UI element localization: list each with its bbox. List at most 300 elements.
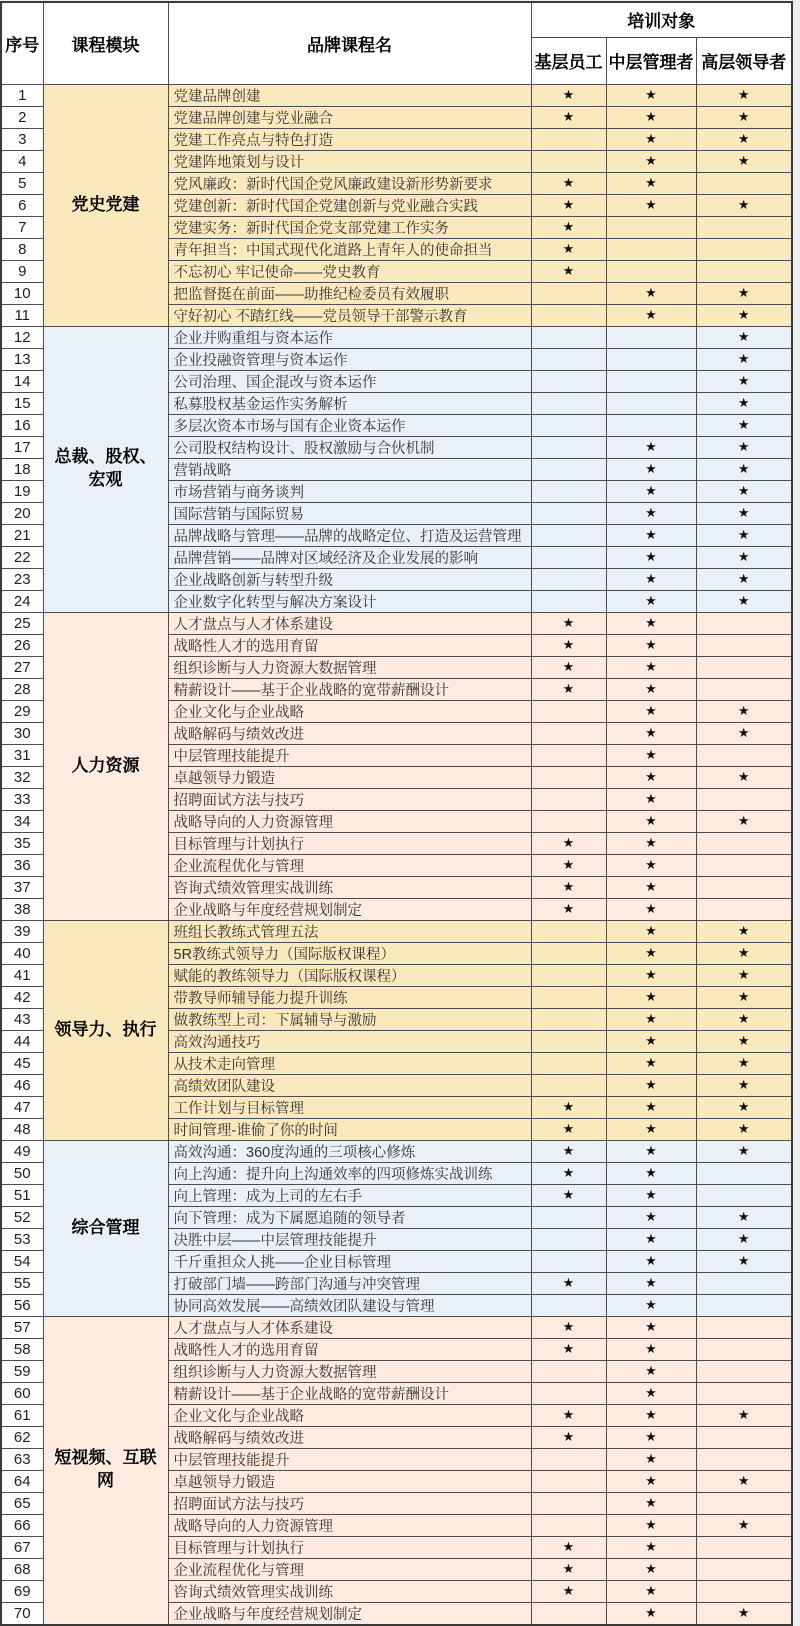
row-number-cell: 69 [1,1580,43,1602]
course-name-cell: 党建品牌创建 [168,84,531,106]
course-name-cell: 向上沟通：提升向上沟通效率的四项修炼实战训练 [168,1162,531,1184]
star-icon: ★ [531,216,606,238]
course-name-cell: 国际营销与国际贸易 [168,502,531,524]
course-name-cell: 班组长教练式管理五法 [168,920,531,942]
course-name-cell: 5R教练式领导力（国际版权课程） [168,942,531,964]
star-cell-empty [531,414,606,436]
star-icon: ★ [531,1338,606,1360]
row-number-cell: 17 [1,436,43,458]
star-icon: ★ [531,1140,606,1162]
course-name-cell: 咨询式绩效管理实战训练 [168,1580,531,1602]
row-number-cell: 19 [1,480,43,502]
star-icon: ★ [531,678,606,700]
row-number-cell: 13 [1,348,43,370]
course-name-cell: 企业流程优化与管理 [168,1558,531,1580]
star-icon: ★ [531,1184,606,1206]
star-cell-empty [696,788,792,810]
star-icon: ★ [606,722,696,744]
star-cell-empty [531,920,606,942]
course-name-cell: 卓越领导力锻造 [168,766,531,788]
row-number-cell: 52 [1,1206,43,1228]
star-cell-empty [696,1294,792,1316]
star-cell-empty [696,238,792,260]
course-name-cell: 高绩效团队建设 [168,1074,531,1096]
star-icon: ★ [606,1514,696,1536]
star-cell-empty [696,1162,792,1184]
star-icon: ★ [531,898,606,920]
star-icon: ★ [606,700,696,722]
star-icon: ★ [531,854,606,876]
course-name-cell: 做教练型上司：下属辅导与激励 [168,1008,531,1030]
star-cell-empty [696,1558,792,1580]
star-icon: ★ [696,304,792,326]
star-icon: ★ [606,1536,696,1558]
course-name-cell: 协同高效发展——高绩效团队建设与管理 [168,1294,531,1316]
star-icon: ★ [606,986,696,1008]
row-number-cell: 45 [1,1052,43,1074]
star-cell-empty [696,854,792,876]
star-cell-empty [531,1382,606,1404]
star-icon: ★ [696,370,792,392]
star-cell-empty [531,1514,606,1536]
course-name-cell: 咨询式绩效管理实战训练 [168,876,531,898]
course-name-cell: 企业文化与企业战略 [168,1404,531,1426]
row-number-cell: 20 [1,502,43,524]
star-icon: ★ [696,942,792,964]
star-icon: ★ [696,1250,792,1272]
row-number-cell: 48 [1,1118,43,1140]
row-number-cell: 68 [1,1558,43,1580]
star-cell-empty [531,326,606,348]
star-cell-empty [606,370,696,392]
star-icon: ★ [696,480,792,502]
star-icon: ★ [696,920,792,942]
row-number-cell: 15 [1,392,43,414]
star-icon: ★ [606,568,696,590]
row-number-cell: 31 [1,744,43,766]
star-icon: ★ [606,1096,696,1118]
row-number-cell: 32 [1,766,43,788]
star-icon: ★ [606,150,696,172]
star-cell-empty [696,1492,792,1514]
star-cell-empty [531,964,606,986]
star-cell-empty [531,348,606,370]
course-name-cell: 决胜中层——中层管理技能提升 [168,1228,531,1250]
star-cell-empty [696,1360,792,1382]
column-header-audience: 培训对象 [531,2,792,37]
row-number-cell: 33 [1,788,43,810]
star-icon: ★ [696,986,792,1008]
row-number-cell: 38 [1,898,43,920]
star-icon: ★ [606,502,696,524]
star-cell-empty [696,172,792,194]
star-icon: ★ [696,1118,792,1140]
course-name-cell: 多层次资本市场与国有企业资本运作 [168,414,531,436]
star-icon: ★ [531,84,606,106]
star-icon: ★ [696,458,792,480]
star-icon: ★ [531,832,606,854]
course-name-cell: 精薪设计——基于企业战略的宽带薪酬设计 [168,1382,531,1404]
star-icon: ★ [606,942,696,964]
star-cell-empty [696,678,792,700]
course-name-cell: 精薪设计——基于企业战略的宽带薪酬设计 [168,678,531,700]
star-icon: ★ [696,436,792,458]
star-icon: ★ [696,1052,792,1074]
row-number-cell: 37 [1,876,43,898]
row-number-cell: 61 [1,1404,43,1426]
table-row [1,920,792,942]
course-name-cell: 企业投融资管理与资本运作 [168,348,531,370]
row-number-cell: 44 [1,1030,43,1052]
star-icon: ★ [606,964,696,986]
star-icon: ★ [696,1228,792,1250]
column-header-number: 序号 [1,2,43,84]
star-icon: ★ [606,1272,696,1294]
course-name-cell: 向下管理：成为下属愿追随的领导者 [168,1206,531,1228]
star-cell-empty [531,502,606,524]
row-number-cell: 12 [1,326,43,348]
course-name-cell: 目标管理与计划执行 [168,1536,531,1558]
star-icon: ★ [606,1140,696,1162]
star-icon: ★ [606,1382,696,1404]
star-cell-empty [531,788,606,810]
row-number-cell: 36 [1,854,43,876]
row-number-cell: 18 [1,458,43,480]
course-name-cell: 打破部门墙——跨部门沟通与冲突管理 [168,1272,531,1294]
star-icon: ★ [531,238,606,260]
star-cell-empty [531,524,606,546]
star-icon: ★ [606,1008,696,1030]
row-number-cell: 35 [1,832,43,854]
star-icon: ★ [606,1338,696,1360]
star-cell-empty [696,898,792,920]
star-icon: ★ [606,1052,696,1074]
star-icon: ★ [531,1536,606,1558]
star-cell-empty [531,1492,606,1514]
star-icon: ★ [606,898,696,920]
star-icon: ★ [606,854,696,876]
row-number-cell: 25 [1,612,43,634]
module-cell: 人力资源 [43,612,168,920]
row-number-cell: 53 [1,1228,43,1250]
course-name-cell: 党建工作亮点与特色打造 [168,128,531,150]
row-number-cell: 43 [1,1008,43,1030]
star-cell-empty [696,656,792,678]
course-name-cell: 党建创新：新时代国企党建创新与党业融合实践 [168,194,531,216]
star-icon: ★ [696,326,792,348]
star-cell-empty [696,1316,792,1338]
course-name-cell: 工作计划与目标管理 [168,1096,531,1118]
course-name-cell: 企业战略创新与转型升级 [168,568,531,590]
star-icon: ★ [531,194,606,216]
star-icon: ★ [531,172,606,194]
star-icon: ★ [696,502,792,524]
star-icon: ★ [696,964,792,986]
row-number-cell: 64 [1,1470,43,1492]
star-cell-empty [531,942,606,964]
row-number-cell: 60 [1,1382,43,1404]
star-icon: ★ [531,1162,606,1184]
column-header-course: 品牌课程名 [168,2,531,84]
star-icon: ★ [606,546,696,568]
course-name-cell: 不忘初心 牢记使命——党史教育 [168,260,531,282]
course-name-cell: 从技术走向管理 [168,1052,531,1074]
module-cell: 短视频、互联网 [43,1316,168,1625]
star-cell-empty [696,612,792,634]
star-icon: ★ [606,1074,696,1096]
star-icon: ★ [696,348,792,370]
course-name-cell: 向上管理：成为上司的左右手 [168,1184,531,1206]
course-name-cell: 组织诊断与人力资源大数据管理 [168,1360,531,1382]
star-icon: ★ [606,876,696,898]
star-icon: ★ [606,1558,696,1580]
star-cell-empty [696,1536,792,1558]
module-cell: 总裁、股权、宏观 [43,326,168,612]
star-icon: ★ [696,810,792,832]
star-icon: ★ [696,84,792,106]
star-cell-empty [531,150,606,172]
course-name-cell: 党风廉政：新时代国企党风廉政建设新形势新要求 [168,172,531,194]
star-cell-empty [696,876,792,898]
star-cell-empty [531,1602,606,1625]
course-name-cell: 战略性人才的选用育留 [168,634,531,656]
star-icon: ★ [531,260,606,282]
star-icon: ★ [696,700,792,722]
course-name-cell: 千斤重担众人挑——企业目标管理 [168,1250,531,1272]
star-icon: ★ [606,590,696,612]
star-icon: ★ [696,106,792,128]
row-number-cell: 27 [1,656,43,678]
row-number-cell: 54 [1,1250,43,1272]
star-icon: ★ [696,524,792,546]
course-name-cell: 卓越领导力锻造 [168,1470,531,1492]
course-name-cell: 战略导向的人力资源管理 [168,810,531,832]
star-cell-empty [531,546,606,568]
star-cell-empty [531,568,606,590]
module-cell: 综合管理 [43,1140,168,1316]
star-icon: ★ [696,282,792,304]
row-number-cell: 22 [1,546,43,568]
star-cell-empty [531,1228,606,1250]
star-cell-empty [696,1184,792,1206]
star-cell-empty [696,1448,792,1470]
star-cell-empty [606,216,696,238]
course-name-cell: 青年担当：中国式现代化道路上青年人的使命担当 [168,238,531,260]
star-cell-empty [696,1580,792,1602]
star-icon: ★ [696,1206,792,1228]
star-cell-empty [696,1426,792,1448]
star-icon: ★ [696,414,792,436]
star-cell-empty [696,260,792,282]
row-number-cell: 2 [1,106,43,128]
row-number-cell: 42 [1,986,43,1008]
row-number-cell: 21 [1,524,43,546]
row-number-cell: 56 [1,1294,43,1316]
star-icon: ★ [606,436,696,458]
star-cell-empty [531,128,606,150]
course-name-cell: 党建阵地策划与设计 [168,150,531,172]
course-name-cell: 中层管理技能提升 [168,1448,531,1470]
row-number-cell: 24 [1,590,43,612]
row-number-cell: 62 [1,1426,43,1448]
star-icon: ★ [531,1272,606,1294]
table-row [1,84,792,106]
star-cell-empty [531,590,606,612]
course-name-cell: 企业数字化转型与解决方案设计 [168,590,531,612]
row-number-cell: 55 [1,1272,43,1294]
star-icon: ★ [606,678,696,700]
star-icon: ★ [606,1184,696,1206]
star-cell-empty [531,458,606,480]
star-icon: ★ [531,1118,606,1140]
star-icon: ★ [606,524,696,546]
star-icon: ★ [606,282,696,304]
row-number-cell: 65 [1,1492,43,1514]
star-icon: ★ [531,1426,606,1448]
star-cell-empty [531,700,606,722]
star-icon: ★ [606,194,696,216]
star-cell-empty [696,744,792,766]
star-icon: ★ [606,788,696,810]
star-cell-empty [606,326,696,348]
star-cell-empty [531,436,606,458]
course-name-cell: 战略导向的人力资源管理 [168,1514,531,1536]
column-header-audience-senior: 高层领导者 [696,37,792,84]
course-name-cell: 党建实务：新时代国企党支部党建工作实务 [168,216,531,238]
star-cell-empty [606,414,696,436]
row-number-cell: 39 [1,920,43,942]
column-header-audience-junior: 基层员工 [531,37,606,84]
star-icon: ★ [606,1426,696,1448]
star-icon: ★ [606,1206,696,1228]
star-icon: ★ [606,172,696,194]
star-icon: ★ [531,876,606,898]
star-cell-empty [606,260,696,282]
course-name-cell: 营销战略 [168,458,531,480]
course-name-cell: 目标管理与计划执行 [168,832,531,854]
course-name-cell: 把监督挺在前面——助推纪检委员有效履职 [168,282,531,304]
star-icon: ★ [606,920,696,942]
course-name-cell: 招聘面试方法与技巧 [168,1492,531,1514]
course-name-cell: 品牌战略与管理——品牌的战略定位、打造及运营管理 [168,524,531,546]
star-cell-empty [531,1052,606,1074]
course-name-cell: 守好初心 不踏红线——党员领导干部警示教育 [168,304,531,326]
star-cell-empty [531,1250,606,1272]
star-cell-empty [531,1030,606,1052]
star-cell-empty [531,282,606,304]
course-name-cell: 人才盘点与人才体系建设 [168,1316,531,1338]
row-number-cell: 70 [1,1602,43,1625]
row-number-cell: 8 [1,238,43,260]
star-icon: ★ [606,634,696,656]
star-icon: ★ [606,832,696,854]
star-cell-empty [531,1294,606,1316]
column-header-module: 课程模块 [43,2,168,84]
star-icon: ★ [696,1514,792,1536]
row-number-cell: 7 [1,216,43,238]
row-number-cell: 49 [1,1140,43,1162]
star-cell-empty [696,1382,792,1404]
star-icon: ★ [606,1118,696,1140]
star-icon: ★ [531,1580,606,1602]
course-name-cell: 战略性人才的选用育留 [168,1338,531,1360]
star-icon: ★ [606,1316,696,1338]
column-header-audience-middle: 中层管理者 [606,37,696,84]
star-icon: ★ [696,128,792,150]
star-cell-empty [531,1470,606,1492]
star-icon: ★ [606,1294,696,1316]
row-number-cell: 34 [1,810,43,832]
star-icon: ★ [696,1602,792,1625]
star-icon: ★ [696,766,792,788]
course-name-cell: 企业文化与企业战略 [168,700,531,722]
course-name-cell: 企业流程优化与管理 [168,854,531,876]
course-name-cell: 招聘面试方法与技巧 [168,788,531,810]
table-row [1,612,792,634]
star-icon: ★ [606,656,696,678]
star-icon: ★ [606,480,696,502]
row-number-cell: 1 [1,84,43,106]
star-cell-empty [531,744,606,766]
star-icon: ★ [696,568,792,590]
star-cell-empty [606,348,696,370]
row-number-cell: 57 [1,1316,43,1338]
row-number-cell: 51 [1,1184,43,1206]
row-number-cell: 9 [1,260,43,282]
star-cell-empty [606,238,696,260]
star-cell-empty [696,832,792,854]
star-cell-empty [696,634,792,656]
star-icon: ★ [696,1008,792,1030]
star-icon: ★ [606,304,696,326]
star-icon: ★ [606,810,696,832]
star-icon: ★ [606,1228,696,1250]
star-cell-empty [531,1360,606,1382]
course-name-cell: 时间管理-谁偷了你的时间 [168,1118,531,1140]
row-number-cell: 47 [1,1096,43,1118]
table-row [1,1316,792,1338]
star-icon: ★ [606,744,696,766]
star-icon: ★ [696,1096,792,1118]
star-icon: ★ [606,1030,696,1052]
star-cell-empty [531,810,606,832]
row-number-cell: 30 [1,722,43,744]
star-cell-empty [531,1074,606,1096]
star-icon: ★ [606,1250,696,1272]
star-icon: ★ [606,1448,696,1470]
row-number-cell: 40 [1,942,43,964]
table-row [1,326,792,348]
star-icon: ★ [606,766,696,788]
row-number-cell: 66 [1,1514,43,1536]
star-cell-empty [531,1008,606,1030]
row-number-cell: 16 [1,414,43,436]
star-cell-empty [531,766,606,788]
star-icon: ★ [606,1602,696,1625]
star-icon: ★ [696,392,792,414]
star-cell-empty [531,1206,606,1228]
star-icon: ★ [531,634,606,656]
star-icon: ★ [606,1492,696,1514]
row-number-cell: 59 [1,1360,43,1382]
row-number-cell: 14 [1,370,43,392]
row-number-cell: 3 [1,128,43,150]
course-name-cell: 公司治理、国企混改与资本运作 [168,370,531,392]
training-course-table [0,1,793,1626]
row-number-cell: 67 [1,1536,43,1558]
row-number-cell: 58 [1,1338,43,1360]
star-icon: ★ [531,612,606,634]
